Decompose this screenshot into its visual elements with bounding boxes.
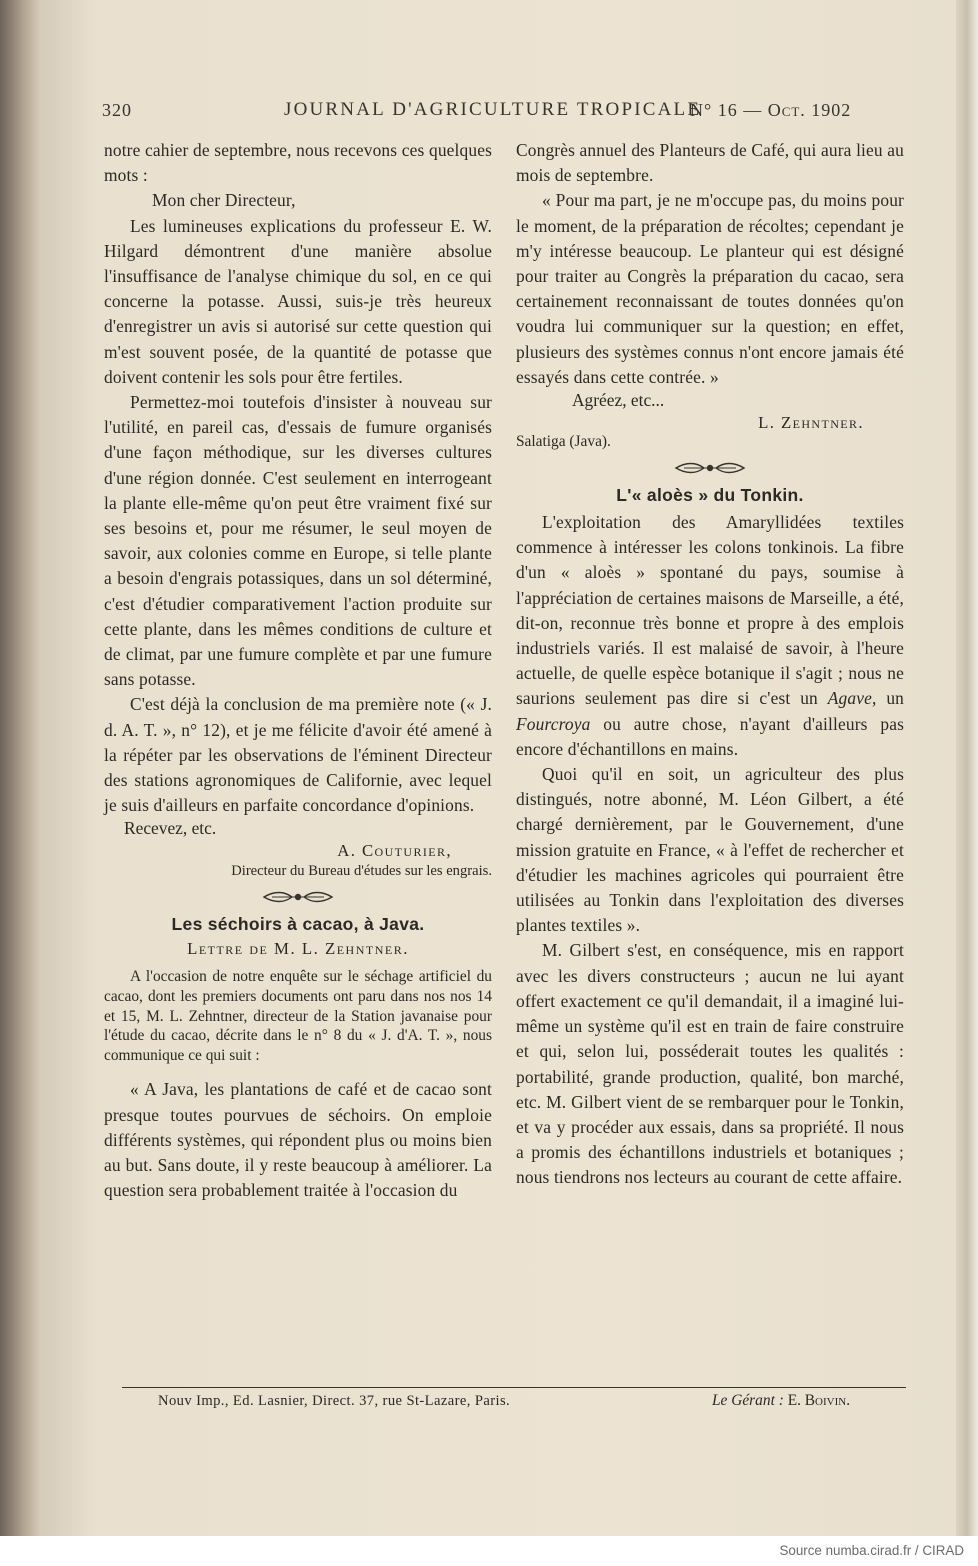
page-edge (956, 0, 978, 1536)
paragraph: C'est déjà la conclusion de ma première note (« J. d. A. T. », n° 12), et je me félicite d'avoir été amené à la répéter par les observations de l'éminent Directeur des stations agronomiques de Californie, avec lequel je suis d'ailleurs en parfaite concordance d'opinions. (104, 694, 492, 816)
gerant-label: Le Gérant : (712, 1392, 784, 1409)
paragraph-part: L'exploitation des Amaryllidées textiles commence à intéresser les colons tonkinois. La fibre d'un « aloès » spontané du pays, soumise à l'appréciation de certaines maisons de Marseille, a été, dit-on, reconnue très bonne et propre à des emplois industriels variés. Il est malaisé de savoir, à l'heure actuelle, de quelle espèce botanique il s'agit ; nous ne saurions seulement pas dire si c'est un (516, 512, 904, 709)
paragraph: M. Gilbert s'est, en conséquence, mis en rapport avec les divers constructeurs ; aucun ne lui ayant offert exactement ce qu'il demandait, il a imaginé lui-même un système qu'il est en train de faire construire et qui, selon lui, posséderait toutes les qualités : portabilité, grande production, qualité, bon marché, etc. M. Gilbert vient de se rembarquer pour le Tonkin, et va y procéder aux essais, dans sa propriété. Il nous a promis des échantillons industriels et botaniques ; nous tiendrons nos lecteurs au courant de cette affaire. (516, 940, 904, 1188)
fleuron-ornament-icon (262, 890, 334, 904)
fleuron-ornament-icon (674, 461, 746, 475)
paragraph: Permettez-moi toutefois d'insister à nouveau sur l'utilité, en pareil cas, d'essais de fumure organisés d'une façon méthodique, sur les diverses cultures d'une région donnée. C'est seulement en interrogeant la plante elle-même qu'on peut être vraiment fixé sur ses besoins et, pour me résumer, le seul moyen de savoir, aux colonies comme en Europe, si telle plante a besoin d'engrais potassiques, dans un sol déterminé, c'est d'étudier comparativement l'action produite sur cette plante, dans les mêmes conditions de culture et de climat, par une fumure complète et par une fumure sans potasse. (104, 392, 492, 690)
place-name: Salatiga (Java). (516, 433, 611, 451)
page-number: 320 (102, 100, 132, 120)
gerant-name: E. Boivin. (787, 1392, 851, 1409)
article-title: Les séchoirs à cacao, à Java. (171, 914, 425, 935)
continuation-text: Congrès annuel des Planteurs de Café, qui aura lieu au mois de septembre. (516, 140, 904, 186)
footer-rule (122, 1387, 906, 1388)
paragraph-part: ou autre chose, n'ayant d'ailleurs pas encore d'échantillons en mains. (516, 713, 904, 759)
paragraph-part: , un (871, 688, 905, 709)
paragraph (516, 510, 904, 762)
right-column (516, 138, 904, 1191)
issue-date: N° 16 — Oct. 1902 (690, 100, 852, 120)
genus-agave: Agave (827, 688, 872, 709)
running-header (102, 94, 900, 126)
signature: L. Zehntner. (758, 413, 864, 433)
gerant-line (712, 1392, 850, 1410)
salutation: Mon cher Directeur, (152, 190, 296, 211)
paragraph: Les lumineuses explications du professeur E. W. Hilgard démontrent d'une manière absolue l'insuffisance de l'analyse chimique du sol, en ce qui concerne la potasse. Aussi, suis-je très heureux d'enregistrer un avis si autorisé sur cette question qui m'est souvent posée, de la quantité de potasse que doivent contenir les sols pour être fertiles. (104, 215, 492, 387)
intro-text: notre cahier de septembre, nous recevons ces quelques mots : (104, 140, 492, 186)
closing: Recevez, etc. (124, 818, 217, 839)
source-credit: Source numba.cirad.fr / CIRAD (779, 1543, 964, 1558)
left-column (104, 138, 492, 1203)
printer-imprint: Nouv Imp., Ed. Lasnier, Direct. 37, rue St-Lazare, Paris. (158, 1393, 511, 1409)
signature-title: Directeur du Bureau d'études sur les engrais. (231, 863, 492, 880)
signature: A. Couturier, (337, 841, 452, 861)
article-title: L'« aloès » du Tonkin. (616, 485, 804, 506)
article-intro: A l'occasion de notre enquête sur le séchage artificiel du cacao, dont les premiers documents ont paru dans nos nos 14 et 15, M. L. Zehntner, directeur de la Station javanaise pour l'étude du cacao, décrite dans le n° 8 du « J. d'A. T. », nous communique ce qui suit : (104, 968, 492, 1064)
journal-title: JOURNAL D'AGRICULTURE TROPICALE (284, 99, 702, 120)
genus-fourcroya: Fourcroya (516, 713, 591, 734)
closing: Agréez, etc... (572, 390, 665, 411)
paragraph: Quoi qu'il en soit, un agriculteur des plus distingués, notre abonné, M. Léon Gilbert, a été chargé dernièrement, par le Gouvernement, d'une mission gratuite en France, « à l'effet de rechercher et d'étudier les machines agricoles qui pourraient être utilisées au Tonkin dans l'exploitation des diverses plantes textiles ». (516, 764, 904, 936)
article-subtitle: Lettre de M. L. Zehntner. (187, 939, 409, 959)
paragraph: « Pour ma part, je ne m'occupe pas, du moins pour le moment, de la préparation de récoltes; cependant je m'y intéresse beaucoup. Le planteur qui est désigné pour traiter au Congrès la préparation du cacao, sera certainement reconnaissant de toutes données qu'on voudra lui communiquer sur la question; en effet, plusieurs des systèmes connus n'ont encore jamais été essayés dans cette contrée. » (516, 190, 904, 387)
book-spine (0, 0, 40, 1536)
paragraph: « A Java, les plantations de café et de cacao sont presque toutes pourvues de séchoirs. On emploie différents systèmes, qui répondent plus ou moins bien au but. Sans doute, il y reste beaucoup à améliorer. La question sera probablement traitée à l'occasion du (104, 1079, 492, 1201)
